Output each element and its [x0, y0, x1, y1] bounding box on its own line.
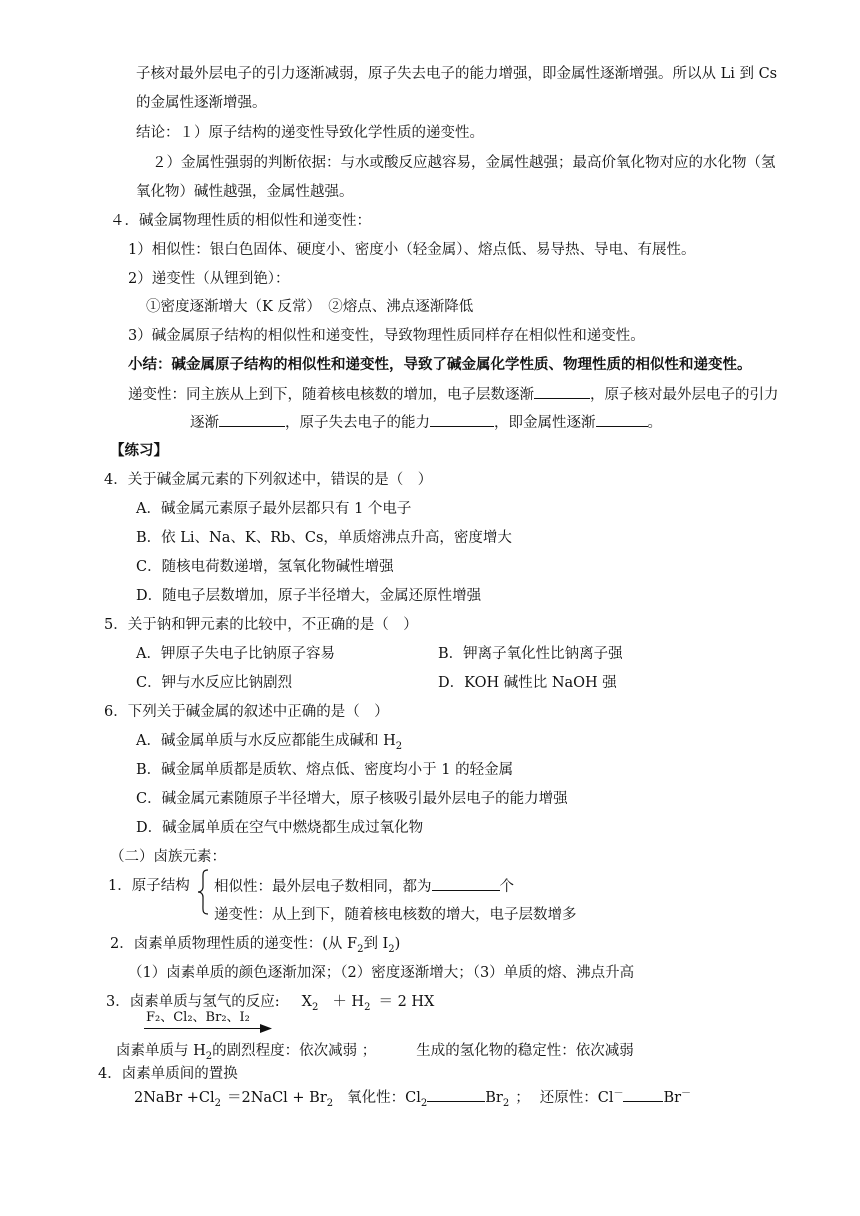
- summary-gradation-line-2: [190, 412, 662, 433]
- text-line-2: 的金属性逐渐增强。: [136, 95, 267, 111]
- detail-text-c: 生成的氢化物的稳定性：依次减弱: [416, 1043, 634, 1059]
- subscript: 2: [502, 1097, 510, 1109]
- subscript: 2: [214, 1097, 222, 1109]
- detail-text-b: 的剧烈程度：依次减弱 ；: [212, 1043, 377, 1059]
- subscript: 2: [205, 1050, 213, 1062]
- summary-text-3: 逐渐: [190, 415, 219, 431]
- arrow-line: [144, 1028, 262, 1029]
- subscript: 2: [357, 943, 364, 955]
- reaction-x: X: [301, 994, 312, 1010]
- question-5-stem: 5．关于钠和钾元素的比较中，不正确的是（ ）: [104, 617, 418, 633]
- physical-text-c: ): [394, 936, 401, 952]
- physical-text-b: 到 I: [363, 936, 389, 952]
- halogen-title: （二）卤族元素：: [110, 849, 226, 865]
- blank-field[interactable]: [427, 1087, 485, 1102]
- superscript: －: [613, 1088, 624, 1100]
- summary-text-6: 。: [647, 415, 662, 431]
- subscript: 2: [395, 740, 403, 752]
- reaction-product: ＝ 2 HX: [378, 994, 435, 1010]
- subscript: 2: [326, 1097, 334, 1109]
- q4-option-d[interactable]: D．随电子层数增加，原子半径增大，金属还原性增强: [136, 588, 482, 604]
- conclusion-1: 结论：１）原子结构的递变性导致化学性质的递变性。: [136, 125, 484, 141]
- question-6-stem: 6．下列关于碱金属的叙述中正确的是（ ）: [104, 704, 389, 720]
- conclusion-2: ２）金属性强弱的判断依据：与水或酸反应越容易，金属性越强；最高价氧化物对应的水化物（氢: [152, 155, 776, 171]
- atomic-structure-label: 1．原子结构: [108, 878, 190, 894]
- halogen-similarity: [214, 876, 514, 897]
- subscript: 2: [420, 1097, 428, 1109]
- structure-line: 3）碱金属原子结构的相似性和递变性，导致物理性质同样存在相似性和递变性。: [128, 328, 645, 344]
- q5-option-b[interactable]: B．钾离子氧化性比钠离子强: [438, 646, 623, 662]
- arrow-right-icon: [260, 1023, 272, 1034]
- summary-text-2: ，原子核对最外层电子的引力: [590, 387, 779, 403]
- separator: ；: [515, 1090, 530, 1106]
- q6-option-c[interactable]: C．碱金属元素随原子半径增大，原子核吸引最外层电子的能力增强: [136, 791, 568, 807]
- q5-option-d[interactable]: D．KOH 碱性比 NaOH 强: [438, 675, 617, 691]
- q6-option-d[interactable]: D．碱金属单质在空气中燃烧都生成过氧化物: [136, 820, 424, 836]
- superscript: －: [681, 1088, 692, 1100]
- reaction-label: 3．卤素单质与氢气的反应:: [106, 994, 280, 1010]
- reaction-plus-h: ＋ H: [332, 994, 365, 1010]
- q4-option-b[interactable]: B．依 Li、Na、K、Rb、Cs，单质熔沸点升高，密度增大: [136, 530, 512, 546]
- q6-option-a-text: A．碱金属单质与水反应都能生成碱和 H: [136, 733, 396, 749]
- equation-b: ＝2NaCl + Br: [227, 1090, 327, 1106]
- reducing-text: 还原性：Cl: [539, 1090, 614, 1106]
- oxidizing-text: 氧化性：Cl: [347, 1090, 421, 1106]
- blank-field[interactable]: [623, 1087, 663, 1102]
- q4-option-a[interactable]: A．碱金属元素原子最外层都只有 1 个电子: [136, 501, 412, 517]
- q5-option-c[interactable]: C．钾与水反应比钠剧烈: [136, 675, 293, 691]
- halogen-physical-title: [110, 934, 400, 954]
- summary-bold: 小结：碱金属原子结构的相似性和递变性，导致了碱金属化学性质、物理性质的相似性和递变性。: [128, 357, 752, 373]
- gradation-line: 2）递变性（从锂到铯）：: [128, 271, 290, 287]
- question-4-stem: 4．关于碱金属元素的下列叙述中，错误的是（ ）: [104, 472, 433, 488]
- brace-icon: [196, 868, 210, 916]
- q6-option-b[interactable]: B．碱金属单质都是质软、熔点低、密度均小于 1 的轻金属: [136, 762, 514, 778]
- summary-text-5: ，即金属性逐渐: [494, 415, 596, 431]
- detail-text-a: 卤素单质与 H: [116, 1043, 206, 1059]
- section-4-title: ４．碱金属物理性质的相似性和递变性：: [110, 213, 371, 229]
- similarity-text: 相似性：最外层电子数相同，都为: [214, 879, 432, 895]
- summary-text-4: ，原子失去电子的能力: [285, 415, 430, 431]
- similarity-unit: 个: [499, 879, 514, 895]
- physical-text-a: 2．卤素单质物理性质的递变性：(从 F: [110, 936, 358, 952]
- summary-gradation-line: [128, 384, 779, 405]
- halogen-gradation: 递变性：从上到下，随着核电核数的增大，电子层数增多: [214, 907, 577, 923]
- blank-field[interactable]: [534, 384, 590, 399]
- blank-field[interactable]: [432, 876, 500, 891]
- halogen-displacement-title: 4．卤素单质间的置换: [98, 1066, 238, 1082]
- q5-option-a[interactable]: A．钾原子失电子比钠原子容易: [136, 646, 335, 662]
- text-line-1: 子核对最外层电子的引力逐渐减弱，原子失去电子的能力增强，即金属性逐渐增强。所以从 Li 到 Cs: [136, 66, 778, 82]
- summary-text-1: 递变性：同主族从上到下，随着核电核数的增加，电子层数逐渐: [128, 387, 534, 403]
- blank-field[interactable]: [219, 412, 285, 427]
- halogen-physical-detail: （1）卤素单质的颜色逐渐加深；（2）密度逐渐增大；（3）单质的熔、沸点升高: [128, 965, 635, 981]
- subscript: 2: [364, 1001, 371, 1013]
- oxidizing-br: Br: [485, 1090, 503, 1106]
- q6-option-a[interactable]: [136, 731, 402, 751]
- gradation-items: ①密度逐渐增大（K 反常） ②熔点、沸点逐渐降低: [146, 299, 474, 315]
- blank-field[interactable]: [430, 412, 494, 427]
- subscript: 2: [311, 1001, 319, 1013]
- reducing-br: Br: [663, 1090, 682, 1106]
- displacement-equation: [134, 1087, 691, 1108]
- subscript: 2: [388, 943, 395, 955]
- q4-option-c[interactable]: C．随核电荷数递增，氢氧化物碱性增强: [136, 559, 394, 575]
- conclusion-2-cont: 氧化物）碱性越强，金属性越强。: [136, 184, 354, 200]
- halogen-hydrogen-reaction: [106, 992, 434, 1012]
- equation-a: 2NaBr +Cl: [134, 1090, 215, 1106]
- practice-header: 【练习】: [110, 443, 168, 459]
- halogen-order-label: F₂、Cl₂、Br₂、I₂: [146, 1010, 250, 1025]
- halogen-reaction-detail: [116, 1041, 634, 1061]
- similarity-line: 1）相似性：银白色固体、硬度小、密度小（轻金属）、熔点低、易导热、导电、有展性。: [128, 242, 696, 258]
- blank-field[interactable]: [596, 412, 648, 427]
